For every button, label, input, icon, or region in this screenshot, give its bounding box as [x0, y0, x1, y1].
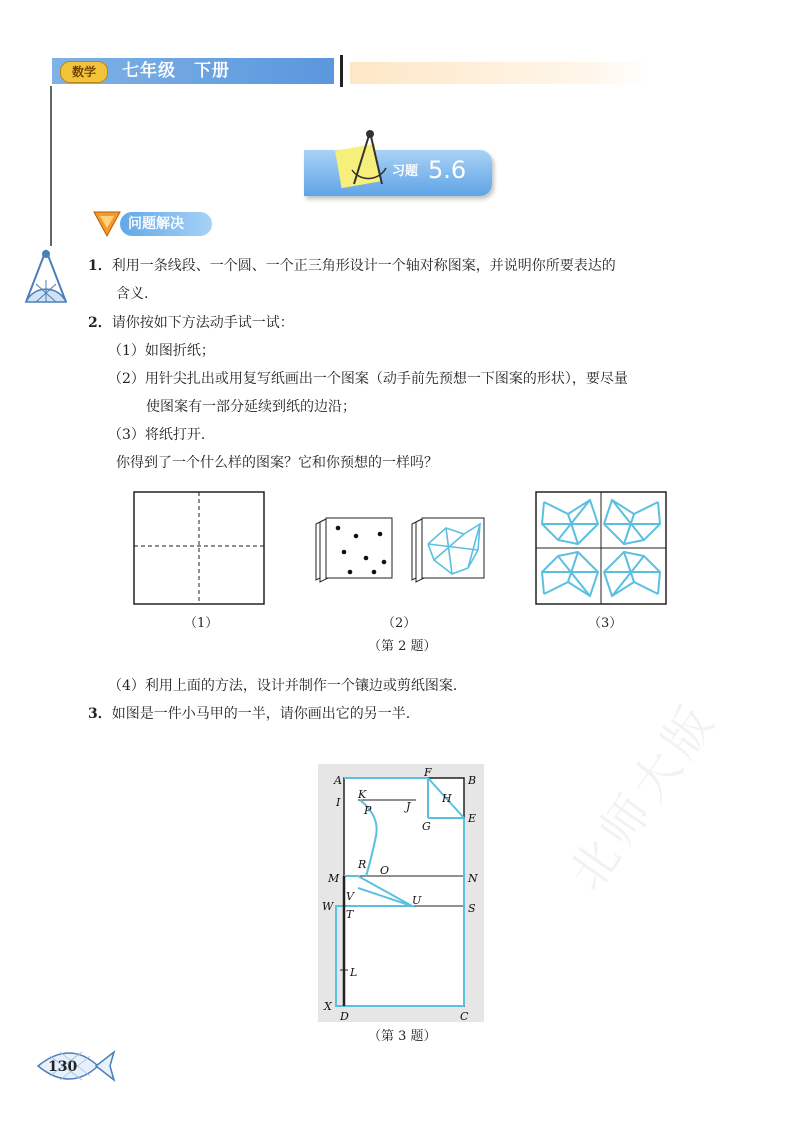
step-2: （2）用针尖扎出或用复写纸画出一个图案（动手前先预想一下图案的形状），要尽量: [108, 371, 628, 387]
subject-badge: 数学: [60, 61, 108, 83]
point-label: N: [468, 872, 478, 885]
compass-drawing-icon: [346, 128, 390, 190]
point-label: O: [380, 864, 390, 877]
point-label: S: [468, 902, 476, 915]
point-label: B: [468, 774, 477, 787]
step-4: （4）利用上面的方法，设计并制作一个镶边或剪纸图案.: [108, 678, 458, 694]
pinned-paper: [316, 518, 392, 582]
problem-2-question: 你得到了一个什么样的图案？它和你预想的一样吗？: [116, 455, 438, 471]
figure-2-caption: （第 2 题）: [368, 639, 437, 654]
point-label: L: [350, 966, 358, 979]
book-title: 七年级 下册: [122, 61, 230, 81]
exercise-number: 5.6: [428, 156, 467, 184]
figure-2-sub-1: （1）: [184, 616, 219, 631]
figure-2: [128, 484, 688, 614]
header-decoration: [350, 62, 650, 84]
point-label: I: [336, 796, 341, 809]
light-icon: [92, 208, 122, 238]
problem-text: 请你按如下方法动手试一试：: [111, 315, 294, 331]
point-label: F: [424, 766, 432, 779]
figure-2-sub-3: （3）: [588, 616, 623, 631]
problem-2: [88, 313, 294, 333]
problem-1-line-2: 含义.: [116, 286, 149, 302]
step-1: （1）如图折纸；: [108, 343, 215, 359]
header-separator: [340, 55, 343, 87]
point-label: X: [324, 1000, 332, 1013]
problem-number: 1．: [88, 258, 112, 274]
page-number: 130: [48, 1059, 78, 1075]
problem-3: [88, 704, 410, 724]
point-label: W: [322, 900, 334, 913]
unfolded-pattern: [536, 492, 666, 604]
figure-3-vest-diagram: [318, 764, 484, 1022]
point-label: E: [468, 812, 477, 825]
point-label: K: [358, 788, 367, 801]
fold-diagram: [134, 492, 264, 604]
figure-3-caption: （第 3 题）: [368, 1029, 437, 1044]
point-label: V: [346, 890, 354, 903]
step-2-line-2: 使图案有一部分延续到纸的边沿；: [146, 399, 356, 415]
section-tag: 问题解决: [120, 212, 212, 236]
point-label: M: [328, 872, 340, 885]
problem-text: 利用一条线段、一个圆、一个正三角形设计一个轴对称图案，并说明你所要表达的: [111, 258, 616, 274]
compass-emblem-icon: [18, 248, 74, 306]
point-label: C: [460, 1010, 469, 1022]
margin-rule: [50, 86, 52, 246]
point-label: J: [406, 800, 411, 813]
problem-number: 2．: [88, 315, 112, 331]
problem-number: 3．: [88, 706, 112, 722]
step-3: （3）将纸打开.: [108, 427, 206, 443]
point-label: R: [358, 858, 367, 871]
problem-text: 如图是一件小马甲的一半，请你画出它的另一半.: [111, 706, 411, 722]
figure-2-sub-2: （2）: [382, 616, 417, 631]
point-label: U: [412, 894, 422, 907]
point-label: D: [340, 1010, 349, 1022]
exercise-label: 习题: [392, 164, 419, 179]
problem-1: [88, 256, 616, 276]
watermark: 北师大版: [558, 691, 729, 901]
point-label: A: [334, 774, 342, 787]
point-label: P: [364, 804, 372, 817]
point-label: H: [442, 792, 452, 805]
point-label: G: [422, 820, 431, 833]
point-label: T: [346, 908, 354, 921]
traced-paper: [412, 518, 484, 582]
